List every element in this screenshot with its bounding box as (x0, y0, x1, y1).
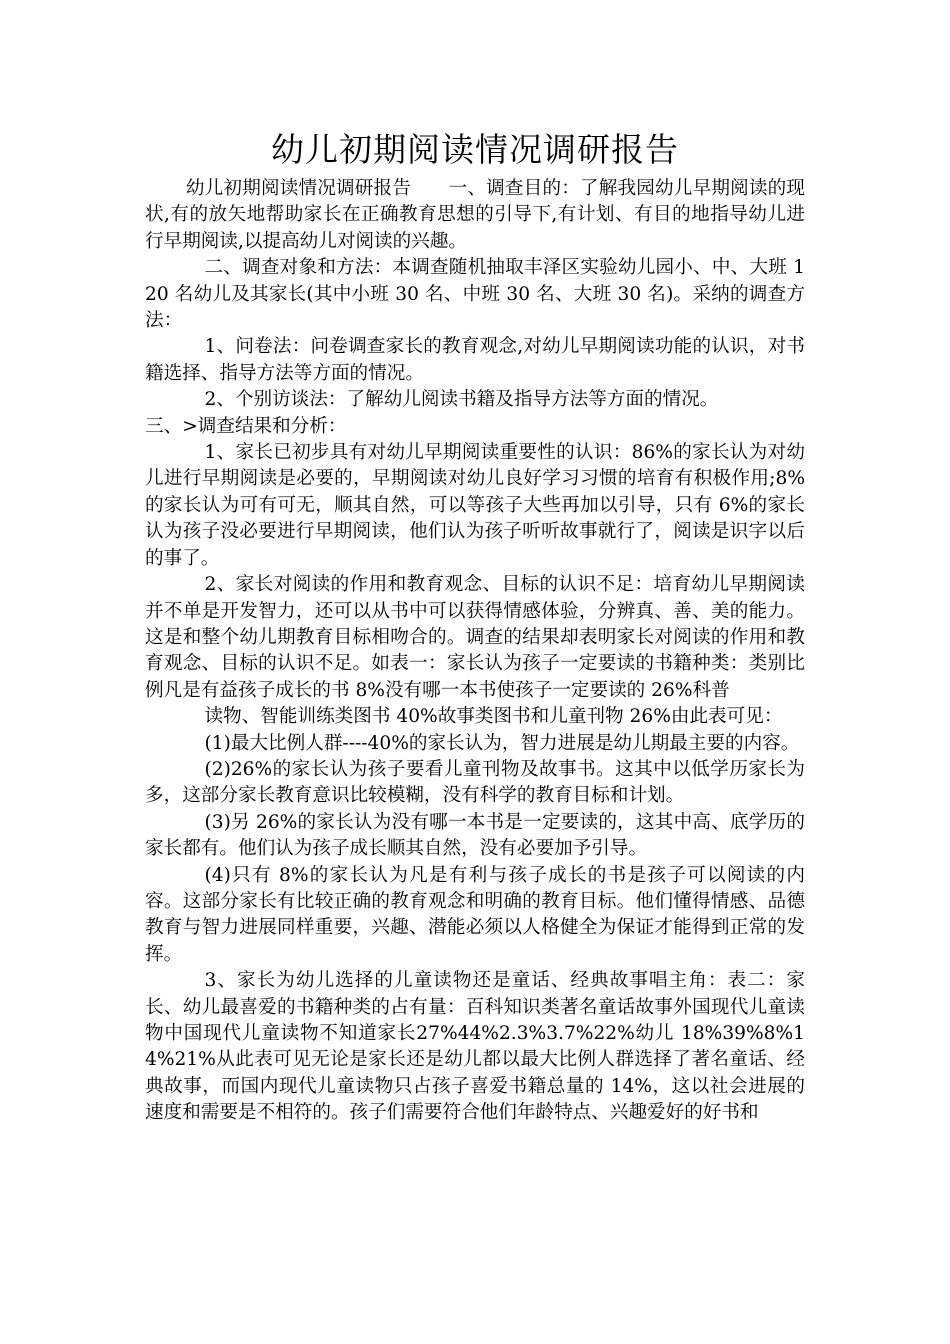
paragraph-interview: 2、个别访谈法：了解幼儿阅读书籍及指导方法等方面的情况。 (204, 389, 719, 411)
paragraph-finding-1: (1)最大比例人群----40%的家长认为，智力进展是幼儿期最主要的内容。 (204, 732, 800, 754)
document-body (145, 176, 805, 1127)
paragraph-result-2: 2、家长对阅读的作用和教育观念、目标的认识不足：培育幼儿早期阅读并不单是开发智力，还可以从书中可以获得情感体验，分辨真、善、美的能力。这是和整个幼儿期教育目标相吻合的。调查的结果却表明家长对阅读的作用和教育观念、目标的认识不足。如表一：家长认为孩子一定要读的书籍种类：类别比例凡是有益孩子成长的书 8%没有哪一本书使孩子一定要读的 26%科普 (145, 574, 805, 701)
paragraph-purpose: 幼儿初期阅读情况调研报告 一、调查目的：了解我园幼儿早期阅读的现状,有的放矢地帮助家长在正确教育思想的引导下,有计划、有目的地指导幼儿进行早期阅读,以提高幼儿对阅读的兴趣。 (145, 178, 805, 252)
paragraph-finding-2: (2)26%的家长认为孩子要看儿童刊物及故事书。这其中以低学历家长为多，这部分家长教育意识比较模糊，没有科学的教育目标和计划。 (145, 758, 805, 807)
paragraph-result-3: 3、家长为幼儿选择的儿童读物还是童话、经典故事唱主角：表二：家长、幼儿最喜爱的书籍种类的占有量：百科知识类著名童话故事外国现代儿童读物中国现代儿童读物不知道家长27%44%2.3%3.7%22%幼儿 18%39%8%14%21%从此表可见无论是家长还是幼儿都以最大比例人群选择了著名童话、经典故事，而国内现代儿童读物只占孩子喜爱书籍总量的 14%，这以社会进展的速度和需要是不相符的。孩子们需要符合他们年龄特点、兴趣爱好的好书和 (145, 970, 805, 1124)
document-title: 幼儿初期阅读情况调研报告 (271, 130, 679, 169)
paragraph-result-2-cont: 读物、智能训练类图书 40%故事类图书和儿童刊物 26%由此表可见： (204, 706, 783, 728)
paragraph-finding-4: (4)只有 8%的家长认为凡是有利与孩子成长的书是孩子可以阅读的内容。这部分家长有比较正确的教育观念和明确的教育目标。他们懂得情感、品德教育与智力进展同样重要，兴趣、潜能必须以人格健全为保证才能得到正常的发挥。 (145, 864, 805, 965)
paragraph-finding-3: (3)另 26%的家长认为没有哪一本书是一定要读的，这其中高、底学历的家长都有。他们认为孩子成长顺其自然，没有必要加予引导。 (145, 811, 805, 860)
paragraph-subjects-methods: 二、调查对象和方法：本调查随机抽取丰泽区实验幼儿园小、中、大班 120 名幼儿及其家长(其中小班 30 名、中班 30 名、大班 30 名)。采纳的调查方法： (145, 257, 805, 332)
paragraph-result-1: 1、家长已初步具有对幼儿早期阅读重要性的认识：86%的家长认为对幼儿进行早期阅读是必要的，早期阅读对幼儿良好学习习惯的培育有积极作用;8%的家长认为可有可无，顺其自然，可以等孩子大些再加以引导，只有 6%的家长认为孩子没必要进行早期阅读，他们认为孩子听听故事就行了，阅读是识字以后的事了。 (145, 442, 805, 569)
paragraph-questionnaire: 1、问卷法：问卷调查家长的教育观念,对幼儿早期阅读功能的认识，对书籍选择、指导方法等方面的情况。 (145, 336, 805, 384)
document-page (145, 128, 805, 1127)
section-heading-results: 三、>调查结果和分析： (145, 415, 347, 437)
